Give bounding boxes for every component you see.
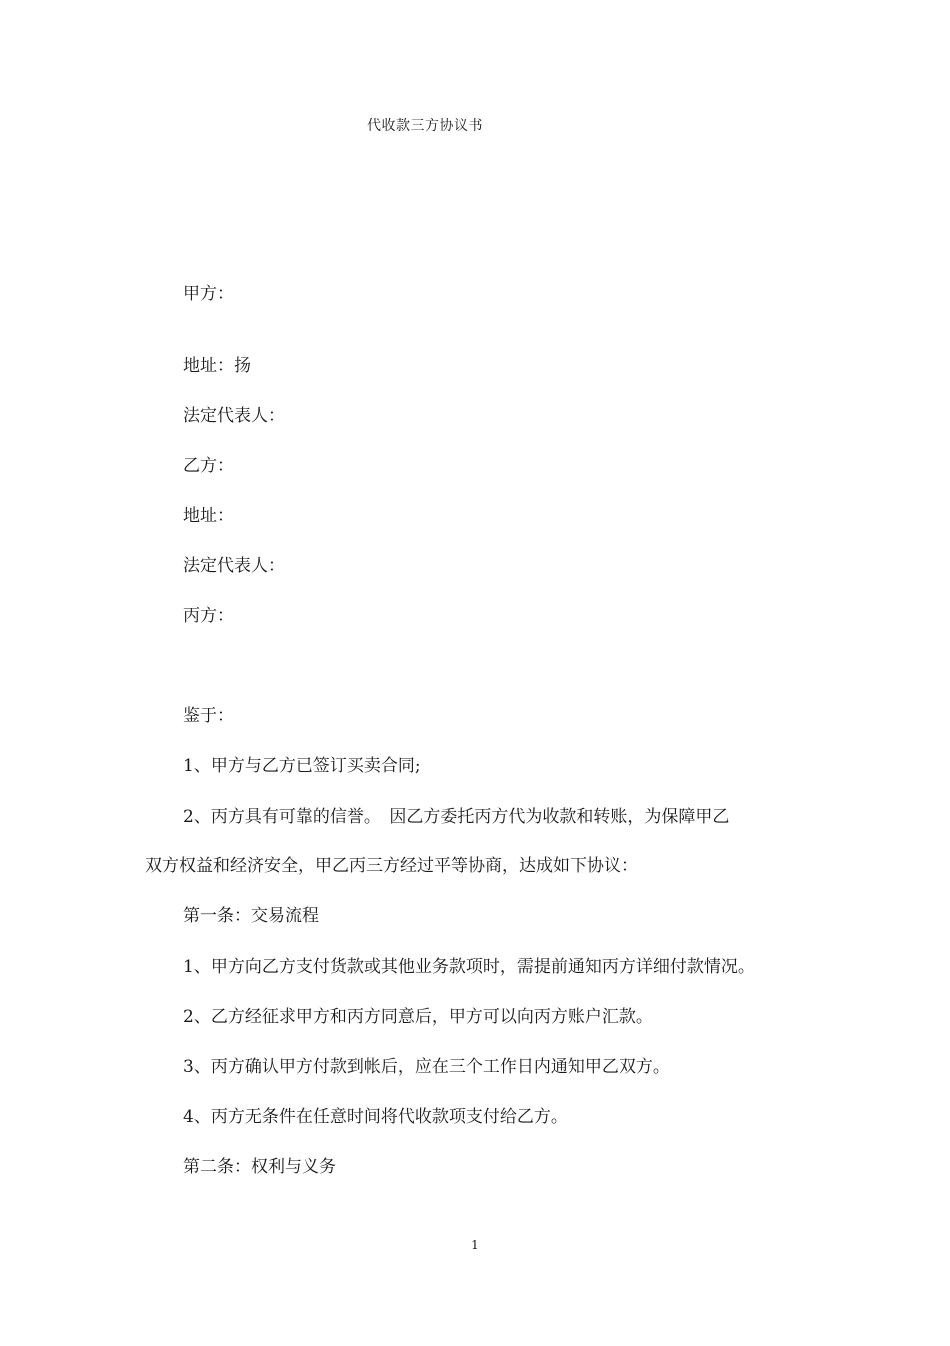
whereas-item-2-line-1: 2、丙方具有可靠的信誉。 因乙方委托丙方代为收款和转账，为保障甲乙 [183, 807, 730, 827]
party-b-label: 乙方： [183, 456, 234, 476]
party-a-address: 地址：扬 [183, 356, 251, 376]
article-1-heading: 第一条：交易流程 [183, 906, 319, 926]
article-1-item-4: 4、丙方无条件在任意时间将代收款项支付给乙方。 [183, 1107, 568, 1127]
article-1-item-1: 1、甲方向乙方支付货款或其他业务款项时，需提前通知丙方详细付款情况。 [183, 957, 755, 977]
whereas-item-2-line-2: 双方权益和经济安全，甲乙丙三方经过平等协商，达成如下协议： [145, 856, 638, 876]
party-b-representative: 法定代表人： [183, 556, 285, 576]
whereas-heading: 鉴于： [183, 706, 234, 726]
document-title: 代收款三方协议书 [367, 118, 483, 134]
party-a-representative: 法定代表人： [183, 406, 285, 426]
article-2-heading: 第二条：权利与义务 [183, 1157, 336, 1177]
whereas-item-1: 1、甲方与乙方已签订买卖合同; [183, 756, 421, 776]
article-1-item-2: 2、乙方经征求甲方和丙方同意后，甲方可以向丙方账户汇款。 [183, 1007, 653, 1027]
page-number: 1 [471, 1238, 479, 1252]
article-1-item-3: 3、丙方确认甲方付款到帐后，应在三个工作日内通知甲乙双方。 [183, 1057, 670, 1077]
party-c-label: 丙方： [183, 606, 234, 626]
party-a-label: 甲方： [183, 284, 234, 304]
party-b-address: 地址： [183, 506, 234, 526]
